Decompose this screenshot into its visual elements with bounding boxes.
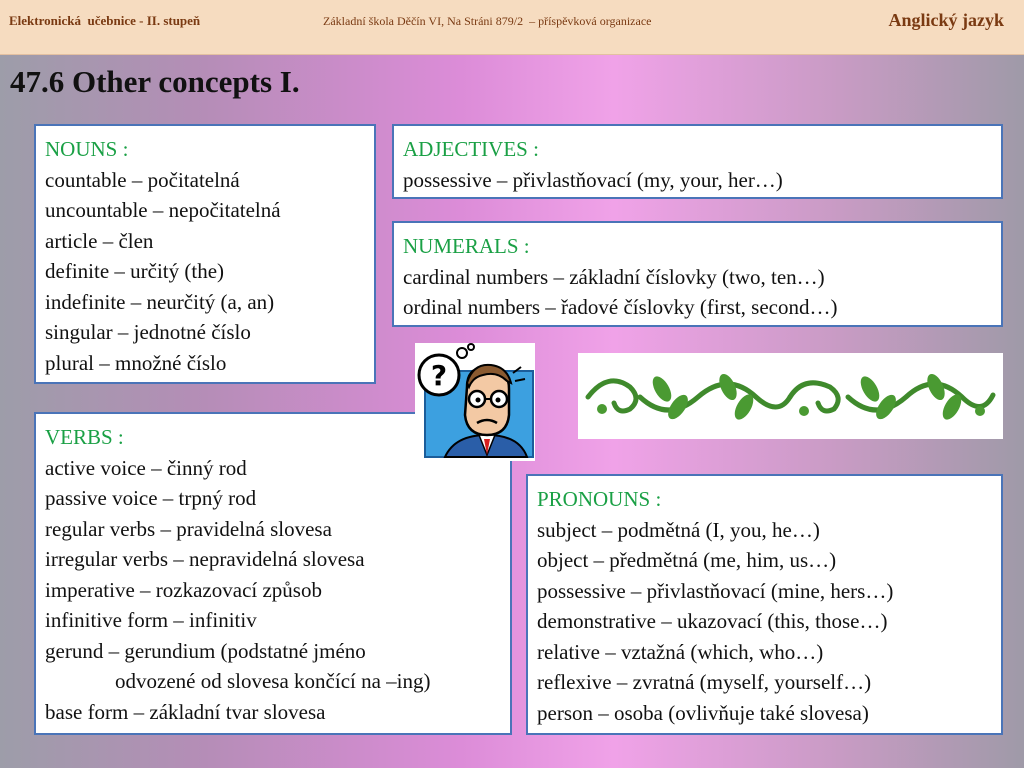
- pronouns-heading: PRONOUNS :: [537, 487, 662, 511]
- numerals-heading: NUMERALS :: [403, 234, 530, 258]
- slide-title: 47.6 Other concepts I.: [10, 64, 300, 99]
- pronouns-line: demonstrative – ukazovací (this, those…): [537, 609, 888, 633]
- header-course-label: Elektronická učebnice - II. stupeň: [9, 13, 201, 28]
- numerals-line: cardinal numbers – základní číslovky (two, ten…): [403, 264, 825, 289]
- adjectives-box: [392, 124, 1003, 199]
- pronouns-line: subject – podmětná (I, you, he…): [537, 517, 820, 542]
- adjectives-line: possessive – přivlastňovací (my, your, her…): [403, 167, 783, 192]
- pronouns-line: object – předmětná (me, him, us…): [537, 548, 837, 572]
- verbs-line: active voice – činný rod: [45, 455, 247, 480]
- verbs-line: imperative – rozkazovací způsob: [45, 577, 322, 602]
- pronouns-box: [526, 474, 1003, 735]
- pronouns-line: possessive – přivlastňovací (mine, hers…): [537, 578, 894, 603]
- nouns-box: [34, 124, 376, 384]
- green-swirl-ornament-icon: [578, 353, 1003, 439]
- verbs-line: irregular verbs – nepravidelná slovesa: [45, 547, 365, 571]
- verbs-line: gerund – gerundium (podstatné jméno: [45, 638, 366, 663]
- question-mark-symbol: ?: [430, 359, 448, 392]
- verbs-heading: VERBS :: [45, 425, 124, 449]
- slide-header: [0, 0, 1024, 55]
- numerals-box: [392, 221, 1003, 327]
- pronouns-line: reflexive – zvratná (myself, yourself…): [537, 670, 872, 694]
- verbs-line-continued: odvozené od slovesa končící na –ing): [115, 669, 431, 693]
- verbs-line: passive voice – trpný rod: [45, 486, 257, 510]
- numerals-line: ordinal numbers – řadové číslovky (first, second…): [403, 295, 838, 319]
- nouns-line: singular – jednotné číslo: [45, 320, 251, 344]
- nouns-line: article – člen: [45, 228, 154, 253]
- nouns-heading: NOUNS :: [45, 137, 129, 161]
- header-subject-label: Anglický jazyk: [888, 10, 1004, 30]
- nouns-line: indefinite – neurčitý (a, an): [45, 289, 275, 314]
- nouns-line: countable – počitatelná: [45, 167, 240, 192]
- adjectives-heading: ADJECTIVES :: [403, 137, 539, 161]
- nouns-line: uncountable – nepočitatelná: [45, 198, 281, 222]
- confused-man-icon: [415, 343, 535, 461]
- pronouns-line: person – osoba (ovlivňuje také slovesa): [537, 700, 869, 725]
- header-school-label: Základní škola Děčín VI, Na Stráni 879/2 – příspěvková organizace: [323, 14, 652, 28]
- verbs-line: infinitive form – infinitiv: [45, 608, 257, 632]
- nouns-line: plural – množné číslo: [45, 350, 227, 375]
- pronouns-line: relative – vztažná (which, who…): [537, 639, 824, 664]
- verbs-line: base form – základní tvar slovesa: [45, 699, 326, 724]
- verbs-line: regular verbs – pravidelná slovesa: [45, 516, 332, 541]
- nouns-line: definite – určitý (the): [45, 259, 225, 283]
